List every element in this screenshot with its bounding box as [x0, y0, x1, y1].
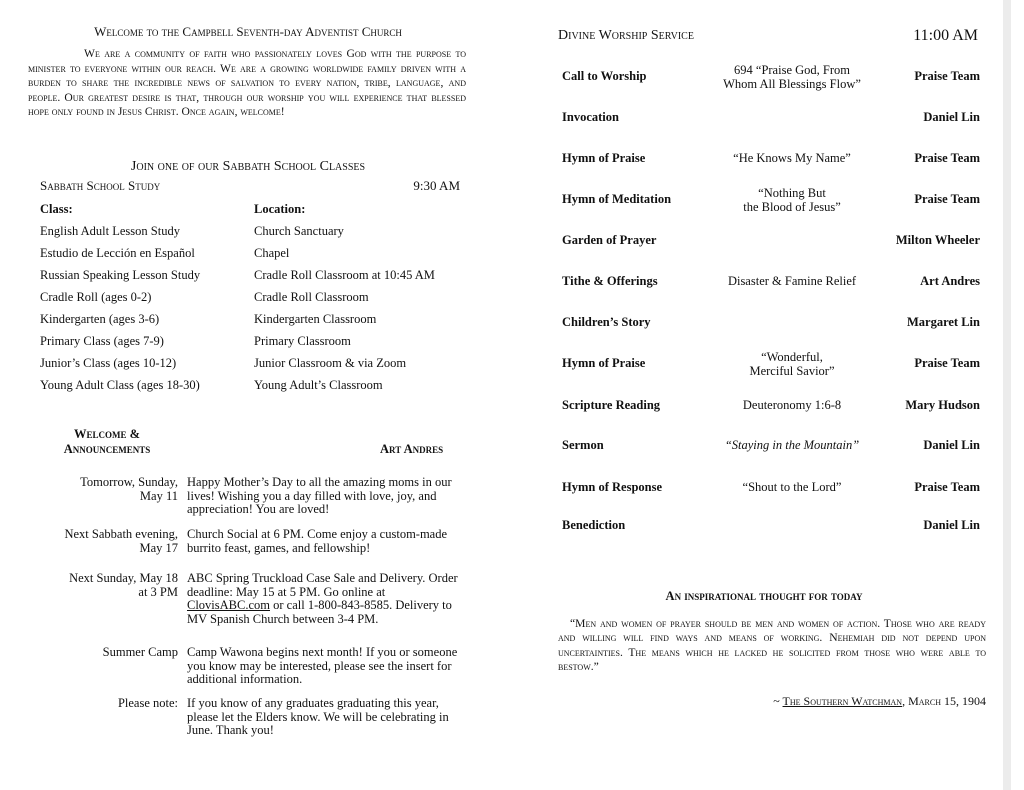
announcements-title-line1: Welcome &: [73, 427, 141, 441]
class-name: Young Adult Class (ages 18-30): [40, 378, 200, 392]
service-item: [562, 480, 980, 510]
class-name: Estudio de Lección en Español: [40, 246, 195, 260]
service-item: [562, 274, 980, 304]
announcement-text: Church Social at 6 PM. Come enjoy a custom-made burrito feast, games, and fellowship!: [187, 527, 448, 555]
class-name: Primary Class (ages 7-9): [40, 334, 164, 348]
service-detail: Deuteronomy 1:6-8: [742, 398, 842, 412]
announcements-leader: Art Andres: [380, 442, 444, 456]
service-leader: Mary Hudson: [905, 398, 980, 412]
service-detail: “Shout to the Lord”: [742, 480, 842, 494]
welcome-paragraph: We are a community of faith who passionately loves God with the purpose to minister to everyone within our reach. We are a growing worldwide family driven with a burden to share the incredible news of salvation to every nation, tribe, language, and people. Our greatest desire is that, through our worship you will experience that blessed hope only found in Jesus Christ. Once again, welcome!: [28, 47, 466, 119]
sermon-title: “Staying in the Mountain”: [724, 438, 860, 452]
citation-prefix: ~: [773, 694, 780, 708]
class-location: Cradle Roll Classroom: [254, 290, 369, 304]
sabbath-school-study-row: [40, 178, 460, 194]
service-item: [562, 438, 980, 468]
announcement-text: [187, 572, 462, 626]
service-part: Call to Worship: [562, 69, 647, 83]
thought-title: An inspirational thought for today: [665, 589, 863, 603]
announcements-title: [42, 427, 172, 457]
table-row: [40, 286, 470, 308]
announcement-when-line1: Next Sabbath evening,: [64, 527, 178, 541]
abc-website-link[interactable]: ClovisABC.com: [187, 598, 270, 613]
service-item: [562, 350, 980, 386]
service-item: [562, 518, 980, 548]
service-part: Children’s Story: [562, 315, 651, 329]
announcement-when: [28, 646, 178, 660]
announcement-text: If you know of any graduates graduating this year, please let the Elders know. We will be celebrating in June. Thank you!: [187, 696, 449, 738]
service-detail-line2: Whom All Blessings Flow”: [723, 77, 861, 91]
citation-date: , March 15, 1904: [902, 694, 986, 708]
service-item: [562, 63, 980, 99]
class-header: Class:: [40, 202, 73, 216]
announcement-text-part: or call 1-800-843-8585. Delivery to MV Spanish Church between 3-4 PM.: [187, 598, 452, 626]
class-location: Kindergarten Classroom: [254, 312, 377, 326]
table-row: [40, 264, 470, 286]
table-row: [40, 242, 470, 264]
announcement-text-part: ABC Spring Truckload Case Sale and Delivery. Order deadline: May 15 at 5 PM. Go online at: [187, 571, 458, 599]
service-detail: “He Knows My Name”: [733, 151, 851, 165]
service-item: [562, 151, 980, 181]
service-leader: Praise Team: [914, 151, 980, 165]
announcement-when-line1: Summer Camp: [102, 645, 178, 659]
announcement-when: [28, 476, 178, 503]
welcome-title: Welcome to the Campbell Seventh-day Adventist Church: [94, 24, 402, 39]
sabbath-school-label: Sabbath School Study: [40, 178, 161, 193]
class-location: Junior Classroom & via Zoom: [254, 356, 407, 370]
table-row: [40, 352, 470, 374]
service-detail-line2: Merciful Savior”: [749, 364, 835, 378]
announcement-when-line1: Please note:: [117, 696, 178, 710]
thought-quote: “Men and women of prayer should be men and women of action. Those who are ready and willing will find ways and means of working. Nehemiah did not depend upon uncertainties. The means which he lacked he solicited from those who were able to bestow.”: [558, 617, 986, 674]
announcement-text: Happy Mother’s Day to all the amazing moms in our lives! Wishing you a day filled with love, joy, and appreciation! You are loved!: [187, 475, 452, 517]
announcements-title-line2: Announcements: [63, 442, 151, 456]
citation-source: The Southern Watchman: [782, 694, 903, 708]
announcement-when: [28, 528, 178, 555]
class-name: Kindergarten (ages 3-6): [40, 312, 160, 326]
announcement-when-line2: May 17: [139, 540, 178, 555]
service-part: Hymn of Meditation: [562, 192, 672, 206]
service-part: Hymn of Praise: [562, 356, 646, 370]
table-row: [40, 374, 470, 396]
service-detail: [680, 186, 904, 214]
service-part: Garden of Prayer: [562, 233, 657, 247]
class-location: Chapel: [254, 246, 290, 260]
class-name: English Adult Lesson Study: [40, 224, 180, 238]
service-leader: Praise Team: [914, 356, 980, 370]
service-leader: Daniel Lin: [923, 518, 980, 532]
sabbath-school-time: 9:30 AM: [413, 178, 460, 193]
class-location: Young Adult’s Classroom: [254, 378, 383, 392]
announcement-when: [28, 572, 178, 599]
service-time: 11:00 AM: [913, 27, 978, 44]
service-leader: Praise Team: [914, 192, 980, 206]
service-detail: [680, 63, 904, 91]
service-part: Hymn of Response: [562, 480, 663, 494]
service-title: Divine Worship Service: [558, 28, 694, 43]
service-part: Invocation: [562, 110, 619, 124]
service-leader: Margaret Lin: [906, 315, 980, 329]
service-part: Scripture Reading: [562, 398, 661, 412]
page-edge-divider: [1003, 0, 1011, 790]
announcement-when-line1: Tomorrow, Sunday,: [80, 475, 178, 489]
service-leader: Praise Team: [914, 480, 980, 494]
announcement-when-line2: May 11: [139, 488, 178, 503]
announcement-when: [28, 697, 178, 711]
service-leader: Art Andres: [920, 274, 980, 288]
service-item: [562, 315, 980, 345]
class-location: Church Sanctuary: [254, 224, 344, 238]
service-leader: Daniel Lin: [923, 110, 980, 124]
class-table: [40, 198, 470, 396]
service-leader: Daniel Lin: [923, 438, 980, 452]
service-part: Hymn of Praise: [562, 151, 646, 165]
table-row: [40, 220, 470, 242]
service-part: Benediction: [562, 518, 626, 532]
service-part: Sermon: [562, 438, 604, 452]
class-table-header: [40, 198, 470, 220]
announcement-text: Camp Wawona begins next month! If you or someone you know may be interested, please see the insert for additional information.: [187, 645, 458, 687]
sabbath-school-title: Join one of our Sabbath School Classes: [130, 159, 366, 174]
service-detail-line1: 694 “Praise God, From: [734, 63, 850, 77]
service-detail-line1: “Wonderful,: [761, 350, 823, 364]
class-name: Junior’s Class (ages 10-12): [40, 356, 177, 370]
service-detail-line2: the Blood of Jesus”: [743, 200, 841, 214]
service-item: [562, 186, 980, 222]
service-leader: Milton Wheeler: [895, 233, 980, 247]
service-item: [562, 110, 980, 140]
announcement-when-line2: at 3 PM: [138, 584, 178, 599]
service-item: [562, 233, 980, 263]
announcement-when-line1: Next Sunday, May 18: [69, 571, 178, 585]
service-detail: Disaster & Famine Relief: [727, 274, 857, 288]
class-name: Russian Speaking Lesson Study: [40, 268, 201, 282]
table-row: [40, 308, 470, 330]
class-name: Cradle Roll (ages 0-2): [40, 290, 152, 304]
service-part: Tithe & Offerings: [562, 274, 658, 288]
class-location: Primary Classroom: [254, 334, 351, 348]
table-row: [40, 330, 470, 352]
class-location: Cradle Roll Classroom at 10:45 AM: [254, 268, 435, 282]
location-header: Location:: [254, 202, 306, 216]
service-detail: [680, 350, 904, 378]
service-detail-line1: “Nothing But: [758, 186, 826, 200]
service-leader: Praise Team: [914, 69, 980, 83]
quote-citation: [773, 694, 986, 709]
service-item: [562, 398, 980, 428]
